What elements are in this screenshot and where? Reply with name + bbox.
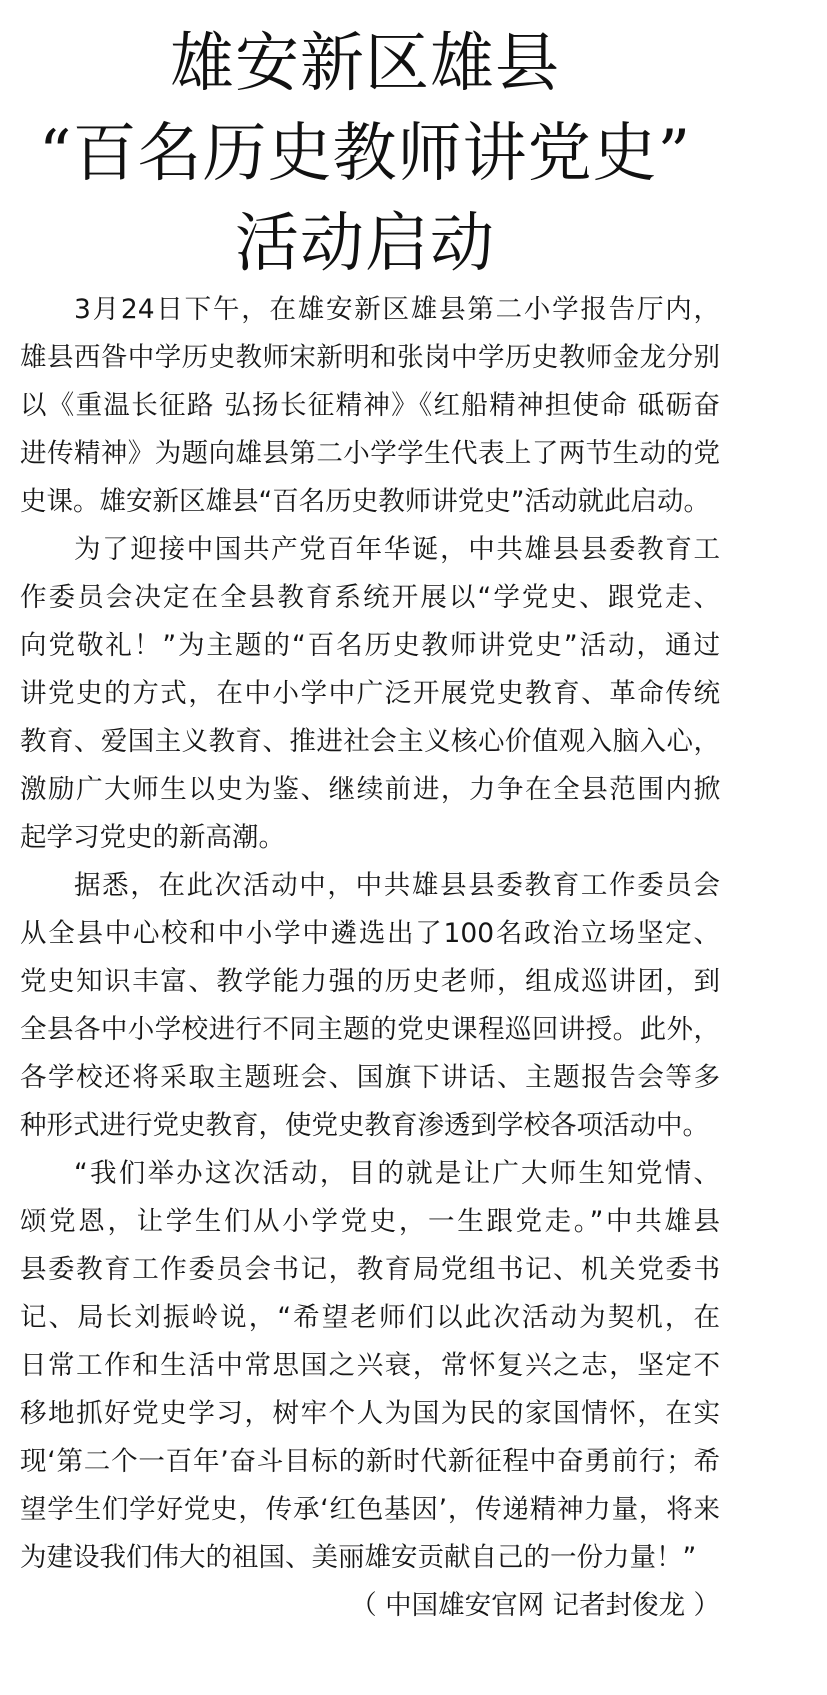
paragraph-1-line: 3月24日下午，在雄安新区雄县第二小学报告厅内， bbox=[74, 294, 720, 325]
paragraph-4-line: “我们举办这次活动，目的就是让广大师生知党情、 bbox=[74, 1158, 720, 1189]
paragraph-4-line: 移地抓好党史学习，树牢个人为国为民的家国情怀，在实 bbox=[20, 1398, 720, 1429]
paragraph-1-line: 进传精神》为题向雄县第二小学学生代表上了两节生动的党 bbox=[20, 438, 720, 469]
paragraph-4-line: 颂党恩，让学生们从小学党史，一生跟党走。”中共雄县 bbox=[20, 1206, 720, 1237]
paragraph-3-line: 各学校还将采取主题班会、国旗下讲话、主题报告会等多 bbox=[20, 1062, 720, 1093]
paragraph-1-line: 雄县西昝中学历史教师宋新明和张岗中学历史教师金龙分别 bbox=[20, 342, 720, 373]
headline-line-2: “百名历史教师讲党史” bbox=[38, 117, 692, 191]
paragraph-3-line: 全县各中小学校进行不同主题的党史课程巡回讲授。此外， bbox=[20, 1014, 720, 1045]
paragraph-2-line: 激励广大师生以史为鉴、继续前进，力争在全县范围内掀 bbox=[20, 774, 720, 805]
paragraph-4-line: 日常工作和生活中常思国之兴衰，常怀复兴之志，坚定不 bbox=[20, 1350, 720, 1381]
headline-line-1: 雄安新区雄县 bbox=[170, 27, 560, 101]
paragraph-3-line: 据悉，在此次活动中，中共雄县县委教育工作委员会 bbox=[74, 870, 720, 901]
paragraph-1-line: 以《重温长征路 弘扬长征精神》《红船精神担使命 砥砺奋 bbox=[20, 390, 720, 421]
paragraph-3-line: 种形式进行党史教育，使党史教育渗透到学校各项活动中。 bbox=[20, 1110, 709, 1141]
paragraph-2-line: 起学习党史的新高潮。 bbox=[20, 822, 285, 853]
paragraph-1-line: 史课。雄安新区雄县“百名历史教师讲党史”活动就此启动。 bbox=[20, 486, 710, 517]
paragraph-4-line: 现‘第二个一百年’奋斗目标的新时代新征程中奋勇前行；希 bbox=[20, 1446, 720, 1477]
paragraph-3-line: 党史知识丰富、教学能力强的历史老师，组成巡讲团，到 bbox=[20, 966, 720, 997]
paragraph-4-line: 望学生们学好党史，传承‘红色基因’，传递精神力量，将来 bbox=[20, 1494, 720, 1525]
paragraph-3-line: 从全县中心校和中小学中遴选出了100名政治立场坚定、 bbox=[20, 918, 720, 949]
paragraph-2-line: 向党敬礼！”为主题的“百名历史教师讲党史”活动，通过 bbox=[20, 630, 720, 661]
byline-credit: （ 中国雄安官网 记者封俊龙 ） bbox=[350, 1590, 720, 1621]
paragraph-2-line: 为了迎接中国共产党百年华诞，中共雄县县委教育工 bbox=[74, 534, 720, 565]
paragraph-4-line: 为建设我们伟大的祖国、美丽雄安贡献自己的一份力量！” bbox=[20, 1542, 697, 1573]
paragraph-2-line: 作委员会决定在全县教育系统开展以“学党史、跟党走、 bbox=[20, 582, 720, 613]
paragraph-4-line: 记、局长刘振岭说，“希望老师们以此次活动为契机，在 bbox=[20, 1302, 720, 1333]
paragraph-2-line: 教育、爱国主义教育、推进社会主义核心价值观入脑入心， bbox=[20, 726, 720, 757]
paragraph-2-line: 讲党史的方式，在中小学中广泛开展党史教育、革命传统 bbox=[20, 678, 720, 709]
headline-line-3: 活动启动 bbox=[235, 207, 495, 281]
paragraph-4-line: 县委教育工作委员会书记，教育局党组书记、机关党委书 bbox=[20, 1254, 720, 1285]
